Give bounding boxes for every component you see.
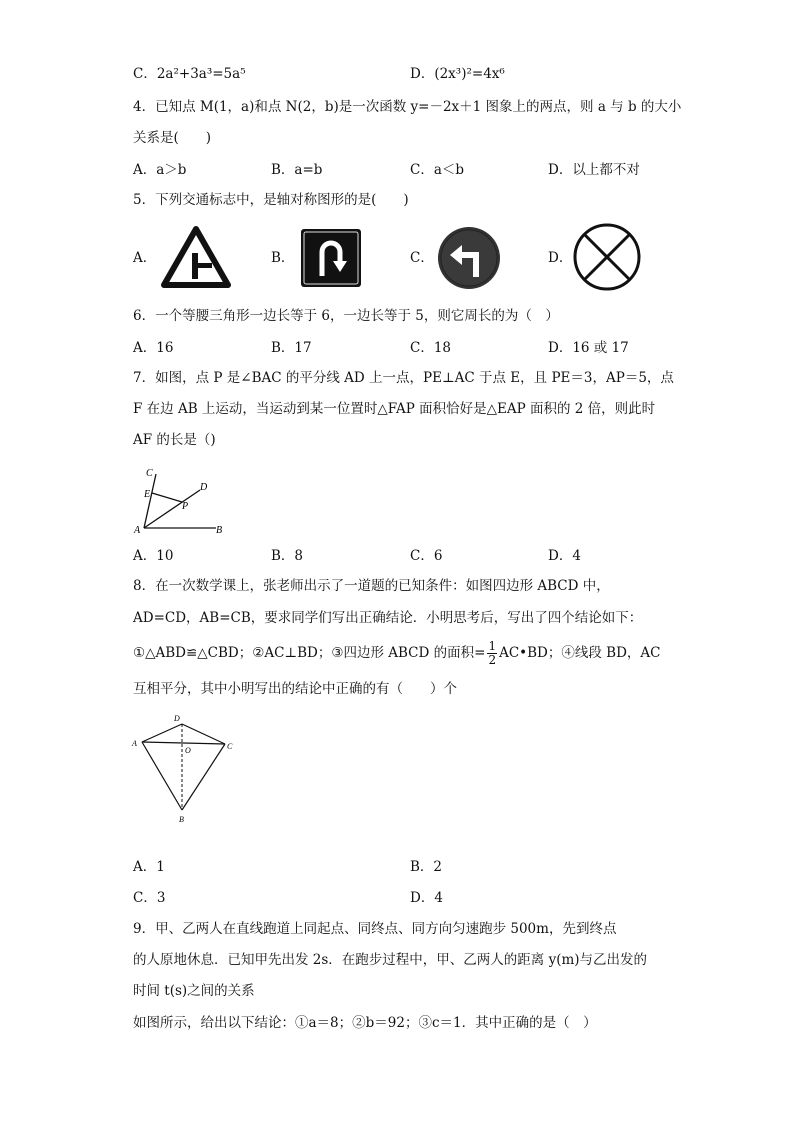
q5-label-d: D． xyxy=(548,250,573,266)
q3-option-d: D．(2x³)²=4x⁶ xyxy=(410,66,505,82)
sign-tee-junction-icon xyxy=(160,225,232,289)
q9-stem-line2: 的人原地休息．已知甲先出发 2s．在跑步过程中，甲、乙两人的距离 y(m)与乙出发的 xyxy=(133,952,648,968)
q7-option-a: A．10 xyxy=(133,548,174,564)
q6-option-d: D．16 或 17 xyxy=(548,340,629,356)
q8-label-d: D xyxy=(174,714,180,723)
q5-label-b: B． xyxy=(271,250,295,266)
q7-stem-line2: F 在边 AB 上运动，当运动到某一位置时△FAP 面积恰好是△EAP 面积的 2 倍，则此时 xyxy=(133,401,656,417)
q8-label-b: B xyxy=(179,815,184,824)
q8-kite-figure xyxy=(130,710,240,828)
q3-option-c: C．2a²+3a³=5a⁵ xyxy=(133,66,246,82)
q7-option-b: B．8 xyxy=(271,548,304,564)
q9-stem-line3: 时间 t(s)之间的关系 xyxy=(133,983,255,999)
q7-label-e: E xyxy=(144,489,151,500)
q7-label-p: P xyxy=(182,501,189,512)
q9-stem-line1: 9．甲、乙两人在直线跑道上同起点、同终点、同方向匀速跑步 500m，先到终点 xyxy=(133,921,617,937)
q6-option-a: A．16 xyxy=(133,340,174,356)
q7-option-d: D．4 xyxy=(548,548,581,564)
q4-stem-line2: 关系是( ) xyxy=(133,130,212,146)
sign-left-turn-icon xyxy=(436,225,502,291)
q8-option-d: D．4 xyxy=(410,890,443,906)
q7-label-b: B xyxy=(216,525,223,536)
q8-stem-line2: AD=CD，AB=CB，要求同学们写出正确结论．小明思考后，写出了四个结论如下： xyxy=(133,610,643,626)
q5-stem: 5．下列交通标志中，是轴对称图形的是( ) xyxy=(133,192,409,208)
q4-stem-line1: 4．已知点 M(1，a)和点 N(2，b)是一次函数 y=－2x＋1 图象上的两点，则 a 与 b 的大小 xyxy=(133,99,682,115)
q4-option-b: B．a=b xyxy=(271,162,323,178)
q8-option-b: B．2 xyxy=(410,859,443,875)
q7-angle-figure xyxy=(132,462,232,542)
q6-option-c: C．18 xyxy=(410,340,452,356)
q8-stem-line1: 8．在一次数学课上，张老师出示了一道题的已知条件：如图四边形 ABCD 中， xyxy=(133,578,610,594)
q4-option-a: A．a＞b xyxy=(133,162,187,178)
q8-fraction xyxy=(487,640,497,667)
q8-label-o: O xyxy=(185,746,191,755)
q8-stem-line3 xyxy=(133,638,660,668)
q8-option-a: A．1 xyxy=(133,859,165,875)
q7-label-c: C xyxy=(146,468,153,479)
sign-u-turn-icon xyxy=(300,228,362,288)
q6-stem: 6．一个等腰三角形一边长等于 6，一边长等于 5，则它周长的为（ ） xyxy=(133,308,559,324)
q7-option-c: C．6 xyxy=(410,548,443,564)
q8-conclusions-part1: ①△ABD≌△CBD；②AC⊥BD；③四边形 ABCD 的面积= xyxy=(133,645,486,661)
q4-option-c: C．a＜b xyxy=(410,162,465,178)
q8-stem-line4: 互相平分，其中小明写出的结论中正确的有（ ）个 xyxy=(133,681,457,697)
q5-label-a: A． xyxy=(133,250,157,266)
q7-label-d: D xyxy=(200,482,208,493)
q8-fraction-numerator: 1 xyxy=(488,639,497,653)
q9-stem-line4: 如图所示，给出以下结论：①a＝8；②b＝92；③c＝1．其中正确的是（ ） xyxy=(133,1015,597,1031)
q7-stem-line3: AF 的长是（) xyxy=(133,432,216,448)
sign-no-stopping-icon xyxy=(572,222,642,292)
q6-option-b: B．17 xyxy=(271,340,312,356)
q8-option-c: C．3 xyxy=(133,890,166,906)
q8-label-a: A xyxy=(132,739,137,748)
q5-label-c: C． xyxy=(410,250,434,266)
q8-fraction-denominator: 2 xyxy=(488,653,497,667)
q7-stem-line1: 7．如图，点 P 是∠BAC 的平分线 AD 上一点，PE⊥AC 于点 E，且 PE＝3，AP＝5，点 xyxy=(133,370,674,386)
q8-label-c: C xyxy=(227,742,233,751)
q7-label-a: A xyxy=(134,525,141,536)
q8-conclusions-part2: AC•BD；④线段 BD，AC xyxy=(499,645,661,661)
q4-option-d: D．以上都不对 xyxy=(548,162,640,178)
